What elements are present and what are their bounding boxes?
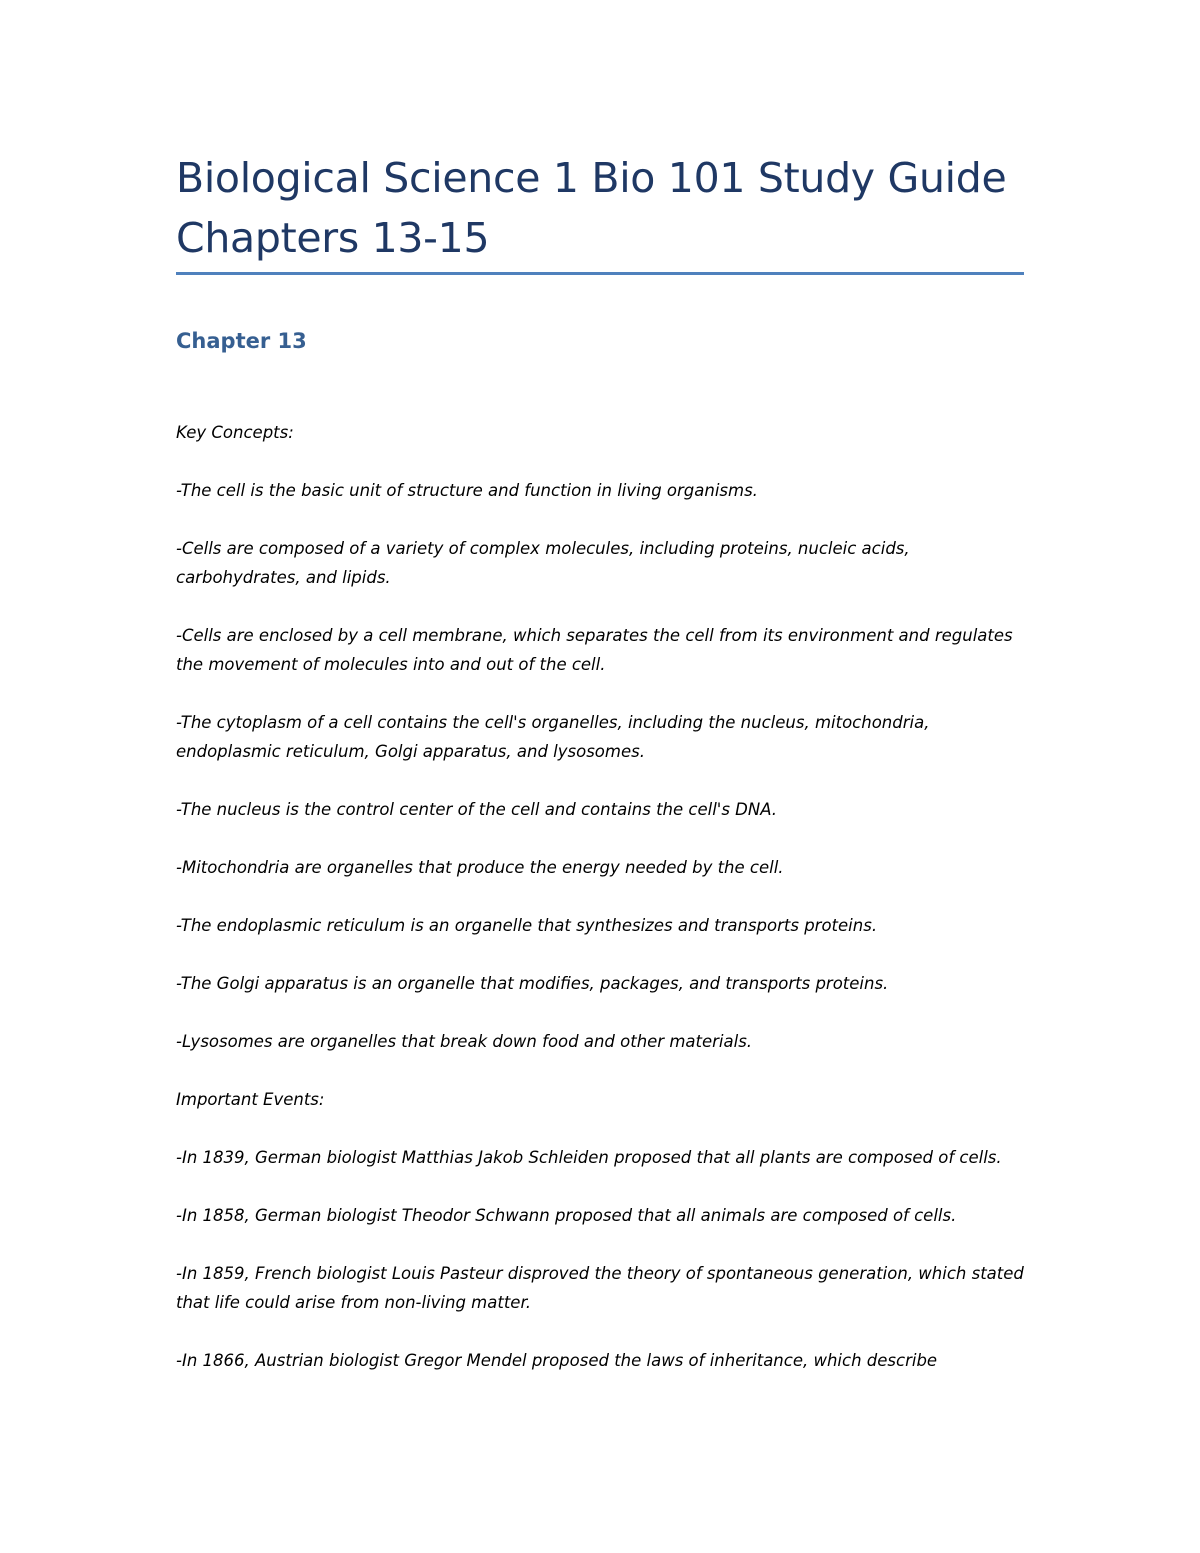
important-event-item: -In 1858, German biologist Theodor Schwann proposed that all animals are composed of cells. bbox=[176, 1206, 957, 1225]
key-concept-item: -Lysosomes are organelles that break down food and other materials. bbox=[176, 1032, 753, 1051]
important-event-item: -In 1866, Austrian biologist Gregor Mendel proposed the laws of inheritance, which describe bbox=[176, 1351, 938, 1370]
key-concept-item: -The cytoplasm of a cell contains the cell's organelles, including the nucleus, mitochondria, endoplasmic reticulum, Golgi apparatus, and lysosomes. bbox=[176, 713, 930, 761]
key-concept-item: -Cells are composed of a variety of complex molecules, including proteins, nucleic acids, carbohydrates, and lipids. bbox=[176, 539, 910, 587]
important-event-item: -In 1839, German biologist Matthias Jakob Schleiden proposed that all plants are composed of cells. bbox=[176, 1148, 1002, 1167]
key-concept-item: -The cell is the basic unit of structure and function in living organisms. bbox=[176, 481, 758, 500]
document-body bbox=[176, 418, 1026, 1404]
key-concept-item: -The nucleus is the control center of the cell and contains the cell's DNA. bbox=[176, 800, 778, 819]
key-concepts-label: Key Concepts: bbox=[176, 423, 294, 442]
title-underline-rule bbox=[176, 272, 1024, 275]
key-concept-item: -The endoplasmic reticulum is an organelle that synthesizes and transports proteins. bbox=[176, 916, 878, 935]
important-events-label: Important Events: bbox=[176, 1090, 325, 1109]
key-concept-item: -Mitochondria are organelles that produce the energy needed by the cell. bbox=[176, 858, 784, 877]
important-event-item: -In 1859, French biologist Louis Pasteur disproved the theory of spontaneous generation, which stated that life could arise from non-living matter. bbox=[176, 1264, 1024, 1312]
key-concept-item: -Cells are enclosed by a cell membrane, which separates the cell from its environment and regulates the movement of molecules into and out of the cell. bbox=[176, 626, 1013, 674]
chapter-heading: Chapter 13 bbox=[176, 329, 307, 353]
document-title: Biological Science 1 Bio 101 Study Guide Chapters 13-15 bbox=[176, 154, 1007, 262]
key-concept-item: -The Golgi apparatus is an organelle that modifies, packages, and transports proteins. bbox=[176, 974, 889, 993]
